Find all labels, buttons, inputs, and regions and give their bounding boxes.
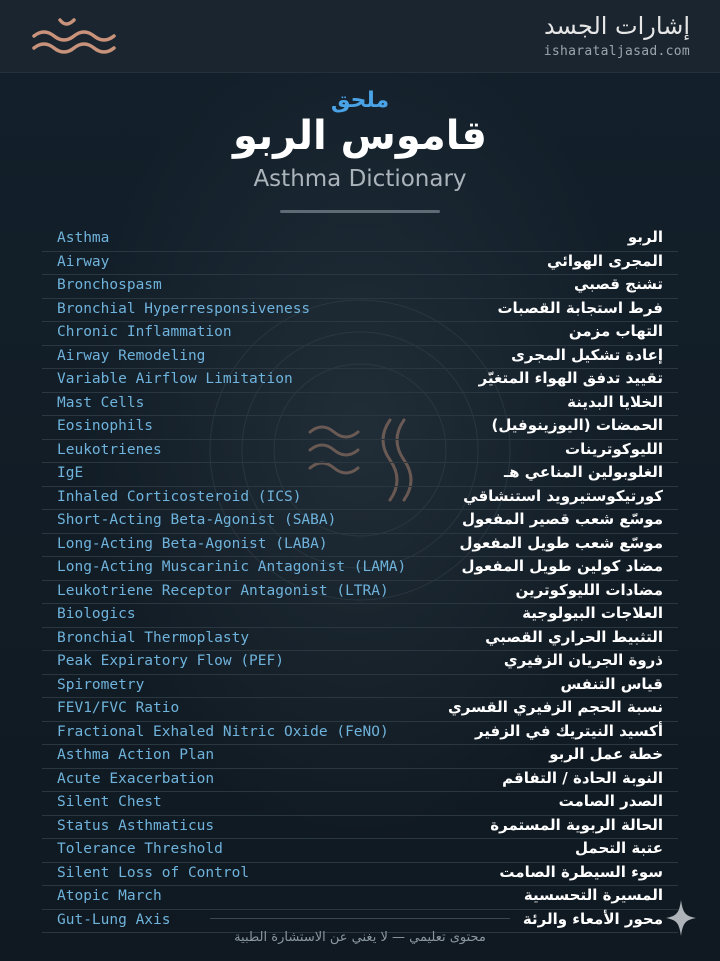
term-english: Long-Acting Muscarinic Antagonist (LAMA) [57,559,407,575]
term-arabic: ذروة الجريان الزفيري [503,651,663,669]
term-english: Atopic March [57,888,162,904]
term-arabic: الغلوبولين المناعي هـ [503,463,663,481]
term-arabic: موسّع شعب طويل المفعول [459,533,663,552]
term-english: Biologics [57,606,136,622]
term-row [42,393,678,417]
term-english: Bronchial Hyperresponsiveness [57,300,311,317]
term-row [42,604,678,628]
term-row [42,839,678,863]
term-arabic: المسيرة التحسسية [523,886,663,904]
term-english: Status Asthmaticus [57,817,215,834]
term-row [42,416,678,440]
page-title-arabic: قاموس الربو [233,113,487,159]
page-title-english: Asthma Dictionary [253,166,467,192]
term-english: Silent Loss of Control [57,864,250,881]
title-divider [280,210,440,213]
term-english: Leukotrienes [57,441,162,458]
term-row [42,534,678,558]
term-arabic: الربو [627,228,663,246]
term-english: Gut-Lung Axis [57,911,171,928]
term-arabic: الحالة الربوية المستمرة [490,815,663,834]
top-bar [0,0,720,73]
term-arabic: التثبيط الحراري القصبي [485,627,663,646]
term-row [42,863,678,887]
term-row [42,557,678,581]
term-row [42,275,678,299]
term-english: Peak Expiratory Flow (PEF) [57,653,284,669]
term-english: Bronchial Thermoplasty [57,629,250,646]
term-row [42,769,678,793]
brand-name: إشارات الجسد [543,12,690,40]
term-arabic: خطة عمل الربو [549,745,663,763]
term-arabic: نسبة الحجم الزفيري القسري [448,698,663,716]
term-row [42,252,678,276]
term-arabic: العلاجات البيولوجية [522,604,663,622]
term-english: Inhaled Corticosteroid (ICS) [57,488,302,505]
term-english: Long-Acting Beta-Agonist (LABA) [57,535,328,552]
term-arabic: الخلايا البدينة [567,392,663,411]
term-english: Eosinophils [57,418,154,434]
sparkle-icon [664,898,698,938]
term-arabic: إعادة تشكيل المجرى [511,345,663,364]
brand-url: isharataljasad.com [543,44,690,59]
term-row [42,581,678,605]
term-row [42,886,678,910]
appendix-label: ملحق [330,88,390,113]
term-row [42,440,678,464]
term-arabic: تشنج قصبي [574,275,663,293]
term-arabic: النوبة الحادة / التفاقم [502,768,663,787]
footer-divider [210,918,510,919]
term-arabic: قياس التنفس [560,674,663,693]
term-english: Airway [57,253,110,270]
term-english: Bronchospasm [57,277,162,293]
term-row [42,816,678,840]
term-english: Leukotriene Receptor Antagonist (LTRA) [57,582,389,599]
term-english: FEV1/FVC Ratio [57,700,180,716]
term-english: Spirometry [57,676,145,693]
term-arabic: فرط استجابة القصبات [497,298,663,317]
term-english: Mast Cells [57,394,145,411]
term-arabic: الحمضات (اليوزينوفيل) [491,416,663,434]
term-arabic: مضادات الليوكوترين [515,580,663,599]
term-row [42,675,678,699]
term-arabic: سوء السيطرة الصامت [499,862,663,881]
term-english: Airway Remodeling [57,347,206,364]
term-arabic: مضاد كولين طويل المفعول [461,557,663,575]
term-row [42,510,678,534]
term-english: Chronic Inflammation [57,324,232,340]
footer-disclaimer: محتوى تعليمي — لا يغني عن الاستشارة الطبية [234,930,486,945]
term-row [42,322,678,346]
term-row [42,722,678,746]
wave-logo-icon [30,14,118,58]
term-english: Tolerance Threshold [57,841,223,857]
term-row [42,628,678,652]
term-row [42,698,678,722]
term-arabic: تقييد تدفق الهواء المتغيّر [478,369,663,387]
term-arabic: موسّع شعب قصير المفعول [461,510,663,528]
term-arabic: عتبة التحمل [575,839,663,857]
term-english: Fractional Exhaled Nitric Oxide (FeNO) [57,723,389,740]
term-arabic: التهاب مزمن [568,322,663,340]
term-row [42,228,678,252]
term-row [42,463,678,487]
term-arabic: كورتيكوستيرويد استنشاقي [463,486,663,505]
term-english: Asthma [57,230,110,246]
term-row [42,369,678,393]
term-list [42,228,678,933]
term-english: Acute Exacerbation [57,770,215,787]
term-arabic: أكسيد النيتريك في الزفير [474,721,663,740]
term-english: Silent Chest [57,794,162,810]
term-row [42,346,678,370]
term-arabic: محور الأمعاء والرئة [522,909,663,928]
term-english: Variable Airflow Limitation [57,371,293,387]
term-arabic: الصدر الصامت [558,792,663,810]
term-row [42,299,678,323]
term-arabic: الليوكوترينات [565,439,663,458]
term-row [42,651,678,675]
term-row [42,745,678,769]
term-english: IgE [57,465,84,481]
term-row [42,487,678,511]
term-arabic: المجرى الهوائي [547,251,663,270]
term-english: Asthma Action Plan [57,747,215,763]
term-english: Short-Acting Beta-Agonist (SABA) [57,512,337,528]
term-row [42,792,678,816]
